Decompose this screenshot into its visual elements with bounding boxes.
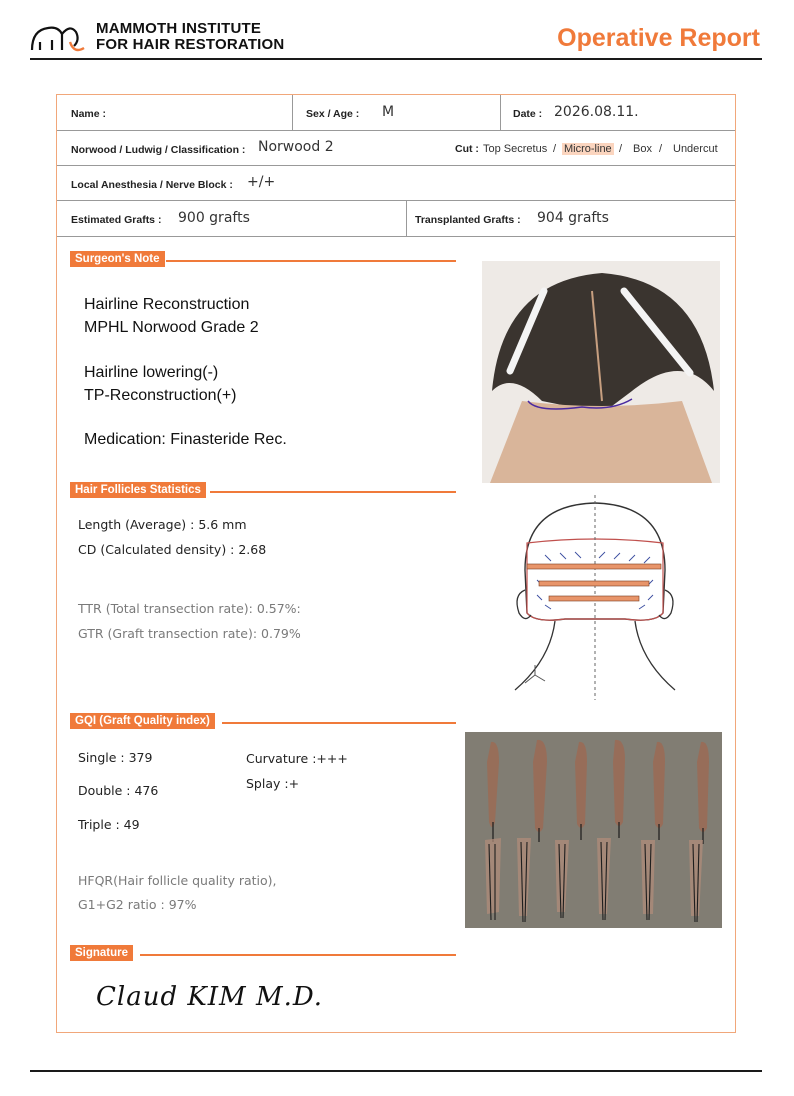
curvature-value: Curvature :+++	[246, 751, 348, 766]
double-count: Double : 476	[78, 783, 159, 798]
signature-heading: Signature	[70, 945, 133, 961]
follicle-stats-heading: Hair Follicles Statistics	[70, 482, 206, 498]
head-diagram	[505, 495, 685, 700]
classification-value: Norwood 2	[258, 139, 334, 155]
transplanted-grafts-label: Transplanted Grafts :	[415, 214, 521, 226]
section-rule	[166, 260, 456, 262]
splay-value: Splay :+	[246, 776, 300, 791]
note-line: Hairline Reconstruction	[84, 296, 250, 313]
row-divider	[57, 236, 735, 237]
doctor-signature: Claud KIM M.D.	[96, 982, 324, 1012]
triple-count: Triple : 49	[78, 817, 140, 832]
gqi-heading: GQI (Graft Quality index)	[70, 713, 215, 729]
note-line: TP-Reconstruction(+)	[84, 387, 237, 404]
transplanted-grafts-value: 904 grafts	[537, 210, 609, 226]
estimated-grafts-label: Estimated Grafts :	[71, 214, 162, 226]
cut-option-undercut: Undercut	[673, 143, 718, 155]
institute-name: MAMMOTH INSTITUTE FOR HAIR RESTORATION	[96, 20, 285, 53]
row-divider	[57, 130, 735, 131]
row-divider	[57, 165, 735, 166]
hfqr-label: HFQR(Hair follicle quality ratio),	[78, 873, 277, 888]
cut-label: Cut :	[455, 143, 479, 155]
cut-separator: /	[553, 143, 557, 155]
cd-stat: CD (Calculated density) : 2.68	[78, 542, 267, 557]
page-title: Operative Report	[557, 24, 760, 52]
section-rule	[222, 722, 456, 724]
scalp-photo	[482, 261, 720, 483]
note-line: Hairline lowering(-)	[84, 364, 219, 381]
estimated-grafts-value: 900 grafts	[178, 210, 250, 226]
single-count: Single : 379	[78, 750, 153, 765]
length-stat: Length (Average) : 5.6 mm	[78, 517, 247, 532]
date-value: 2026.08.11.	[554, 104, 639, 120]
sex-age-value: M	[382, 104, 395, 120]
cut-option-micro-line: Micro-line	[564, 143, 612, 155]
row-divider	[57, 200, 735, 201]
cut-option-box: Box	[633, 143, 652, 155]
footer-divider	[30, 1070, 762, 1072]
gtr-stat: GTR (Graft transection rate): 0.79%	[78, 626, 301, 641]
surgeons-note-heading: Surgeon's Note	[70, 251, 165, 267]
header-divider	[30, 58, 762, 60]
anesthesia-label: Local Anesthesia / Nerve Block :	[71, 179, 233, 191]
hfqr-ratio: G1+G2 ratio : 97%	[78, 897, 197, 912]
cut-option-top-secretus: Top Secretus	[483, 143, 548, 155]
col-divider	[292, 95, 293, 130]
mammoth-logo-icon	[30, 20, 90, 54]
note-line: Medication: Finasteride Rec.	[84, 431, 287, 448]
name-label: Name :	[71, 108, 107, 120]
col-divider	[406, 200, 407, 236]
sex-age-label: Sex / Age :	[306, 108, 360, 120]
col-divider	[500, 95, 501, 130]
section-rule	[210, 491, 456, 493]
graft-photo	[465, 732, 722, 928]
cut-separator: /	[619, 143, 623, 155]
note-line: MPHL Norwood Grade 2	[84, 319, 259, 336]
classification-label: Norwood / Ludwig / Classification :	[71, 144, 246, 156]
date-label: Date :	[513, 108, 543, 120]
section-rule	[140, 954, 456, 956]
cut-separator: /	[659, 143, 663, 155]
anesthesia-value: +/+	[247, 174, 276, 190]
ttr-stat: TTR (Total transection rate): 0.57%:	[78, 601, 301, 616]
